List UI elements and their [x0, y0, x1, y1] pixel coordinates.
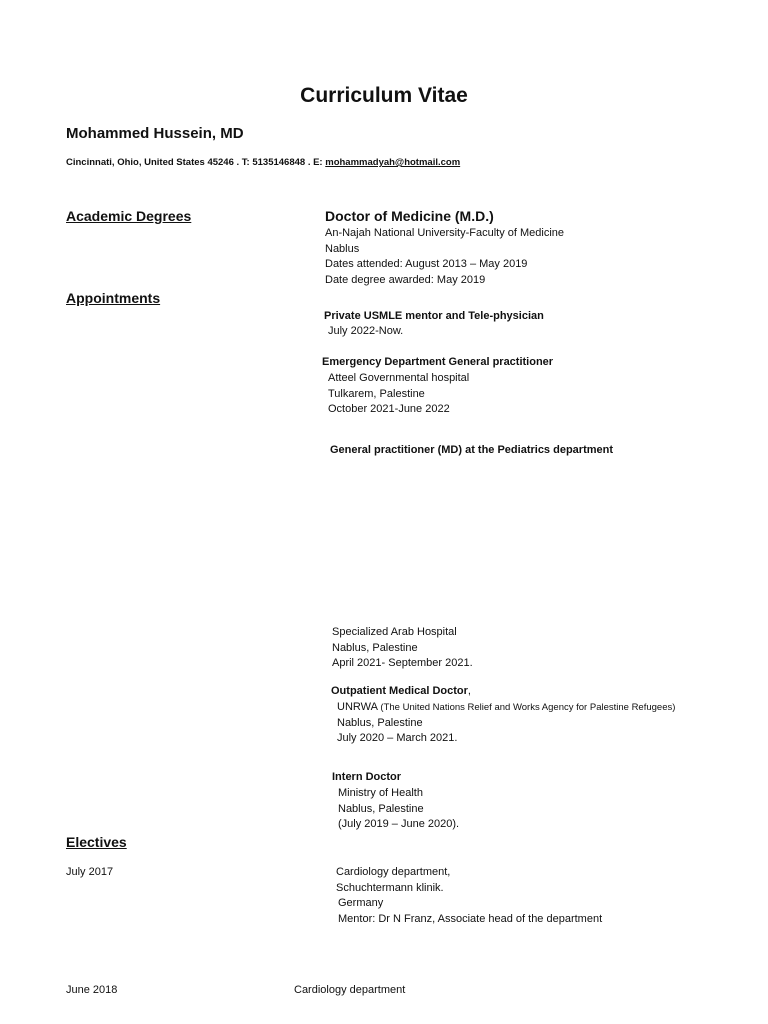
appointment-line: July 2022-Now.: [328, 325, 404, 337]
elective-details: [294, 983, 405, 999]
degree-line: Date degree awarded: May 2019: [325, 273, 486, 286]
appointment-details: [328, 324, 403, 340]
elective-date: July 2017: [66, 866, 114, 878]
elective-line: Germany: [338, 897, 384, 909]
appointment-line: Nablus, Palestine: [338, 802, 424, 815]
appointment-line: April 2021- September 2021.: [332, 657, 473, 669]
appointment-line: Ministry of Health: [338, 787, 423, 799]
elective-line: Cardiology department,: [336, 866, 451, 878]
page-title: Curriculum Vitae: [300, 84, 468, 107]
appointment-title-line: [331, 685, 471, 697]
elective-line: Schuchtermann klinik.: [336, 881, 444, 894]
appointment-title: General practitioner (MD) at the Pediatrics department: [330, 444, 614, 456]
elective-line: Mentor: Dr N Franz, Associate head of the department: [338, 912, 603, 925]
section-academic-degrees: Academic Degrees: [66, 208, 192, 224]
appointment-org: UNRWA: [337, 701, 378, 713]
appointment-details: [338, 786, 459, 833]
appointment-line: Specialized Arab Hospital: [332, 626, 457, 638]
degree-line: An-Najah National University-Faculty of Medicine: [325, 227, 565, 239]
candidate-name: Mohammed Hussein, MD: [66, 125, 244, 142]
contact-address: Cincinnati, Ohio, United States 45246 . T: 5135146848 . E:: [66, 157, 326, 168]
appointment-line: July 2020 – March 2021.: [337, 732, 458, 744]
appointment-title-suffix: ,: [467, 685, 471, 697]
appointment-details: [332, 625, 473, 672]
appointment-line: Nablus, Palestine: [337, 716, 423, 729]
appointment-title: Outpatient Medical Doctor: [331, 685, 468, 697]
appointment-org-detail: (The United Nations Relief and Works Agency for Palestine Refugees): [380, 702, 676, 713]
degree-details: [325, 226, 564, 288]
appointment-details: [337, 700, 675, 747]
appointment-org-line: [337, 700, 675, 716]
degree-title: Doctor of Medicine (M.D.): [325, 208, 494, 224]
appointment-line: Tulkarem, Palestine: [328, 387, 425, 400]
email-link[interactable]: mohammadyah@hotmail.com: [325, 157, 461, 168]
appointment-title: Private USMLE mentor and Tele-physician: [324, 310, 544, 322]
degree-line: Nablus: [325, 242, 360, 255]
degree-line: Dates attended: August 2013 – May 2019: [325, 258, 528, 270]
appointment-title: Intern Doctor: [332, 771, 402, 783]
elective-date: June 2018: [66, 984, 118, 996]
contact-line: [66, 157, 460, 168]
elective-details: [336, 865, 602, 927]
appointment-line: Atteel Governmental hospital: [328, 372, 470, 384]
appointment-details: [328, 371, 469, 418]
section-electives: Electives: [66, 834, 127, 850]
appointment-line: Nablus, Palestine: [332, 641, 418, 654]
section-appointments: Appointments: [66, 290, 161, 306]
appointment-line: October 2021-June 2022: [328, 403, 450, 415]
elective-line: Cardiology department: [294, 984, 406, 996]
appointment-title: Emergency Department General practitioner: [322, 356, 554, 368]
appointment-line: (July 2019 – June 2020).: [338, 818, 460, 830]
